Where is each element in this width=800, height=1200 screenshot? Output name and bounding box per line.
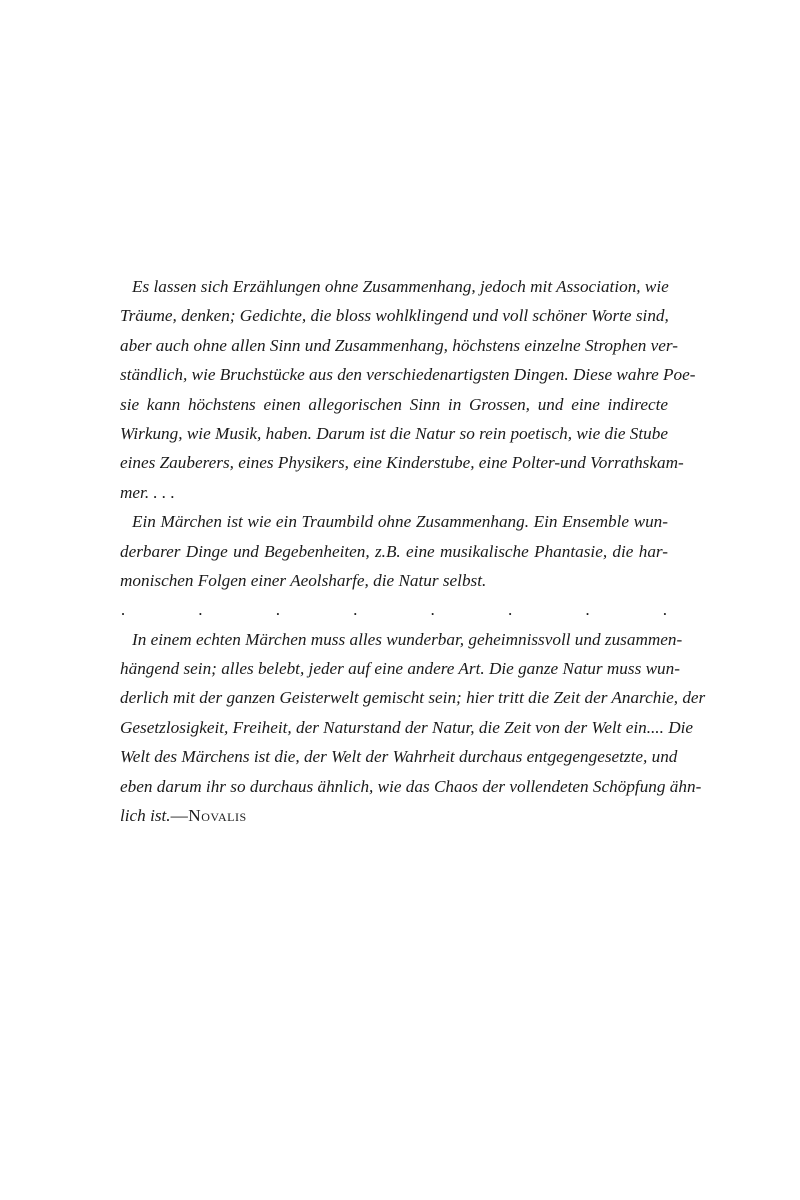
paragraph-line: eines Zauberers, eines Physikers, eine Kinderstube, eine Polter-und Vorrathskam- xyxy=(120,453,684,473)
paragraph-line: hängend sein; alles belebt, jeder auf eine andere Art. Die ganze Natur muss wun- xyxy=(120,659,680,679)
ellipsis-dot: . xyxy=(507,600,513,620)
ellipsis-dot: . xyxy=(353,600,358,620)
epigraph-paragraph-3 xyxy=(120,625,706,831)
paragraph-line: Gesetzlosigkeit, Freiheit, der Naturstand der Natur, die Zeit von der Welt ein.... Die xyxy=(120,717,694,737)
paragraph-line: Welt des Märchens ist die, der Welt der Wahrheit durchaus entgegengesetzte, und xyxy=(120,747,678,767)
paragraph-line: derbarer Dinge und Begebenheiten, z.B. eine musikalische Phantasie, die har- xyxy=(120,541,668,561)
paragraph-line: Träume, denken; Gedichte, die bloss wohlklingend und voll schöner Worte sind, xyxy=(120,306,669,326)
epigraph-paragraph-2 xyxy=(120,507,668,595)
attribution-author: —Novalis xyxy=(170,806,247,826)
paragraph-line: mer. . . . xyxy=(120,482,175,502)
ellipsis-dot: . xyxy=(120,600,126,620)
ellipsis-dot: . xyxy=(275,600,280,620)
paragraph-line: Ein Märchen ist wie ein Traumbild ohne Zusammenhang. Ein Ensemble wun- xyxy=(132,512,668,532)
ellipsis-dot: . xyxy=(430,600,435,620)
ellipsis-dot: . xyxy=(198,600,203,620)
paragraph-line: derlich mit der ganzen Geisterwelt gemischt sein; hier tritt die Zeit der Anarchie, der xyxy=(120,688,706,708)
paragraph-line: Wirkung, wie Musik, haben. Darum ist die Natur so rein poetisch, wie die Stube xyxy=(120,423,668,443)
paragraph-line: ständlich, wie Bruchstücke aus den verschiedenartigsten Dingen. Diese wahre Poe- xyxy=(120,365,696,385)
paragraph-line: aber auch ohne allen Sinn und Zusammenhang, höchstens einzelne Strophen ver- xyxy=(120,335,678,355)
ellipsis-dot: . xyxy=(662,600,668,620)
ellipsis-dot: . xyxy=(585,600,590,620)
paragraph-line: eben darum ihr so durchaus ähnlich, wie das Chaos der vollendeten Schöpfung ähn- xyxy=(120,776,702,796)
paragraph-line: In einem echten Märchen muss alles wunderbar, geheimnissvoll und zusammen- xyxy=(132,629,683,649)
epigraph-paragraph-1 xyxy=(120,272,696,507)
paragraph-line: Es lassen sich Erzählungen ohne Zusammenhang, jedoch mit Association, wie xyxy=(132,277,669,296)
paragraph-line: sie kann höchstens einen allegorischen Sinn in Grossen, und eine indirecte xyxy=(120,394,668,414)
paragraph-last-line-text: lich ist. xyxy=(120,806,171,826)
paragraph-line: monischen Folgen einer Aeolsharfe, die Natur selbst. xyxy=(120,570,487,590)
epigraph xyxy=(120,272,706,830)
ellipsis-dots xyxy=(120,595,668,624)
paragraph-line xyxy=(120,801,668,830)
